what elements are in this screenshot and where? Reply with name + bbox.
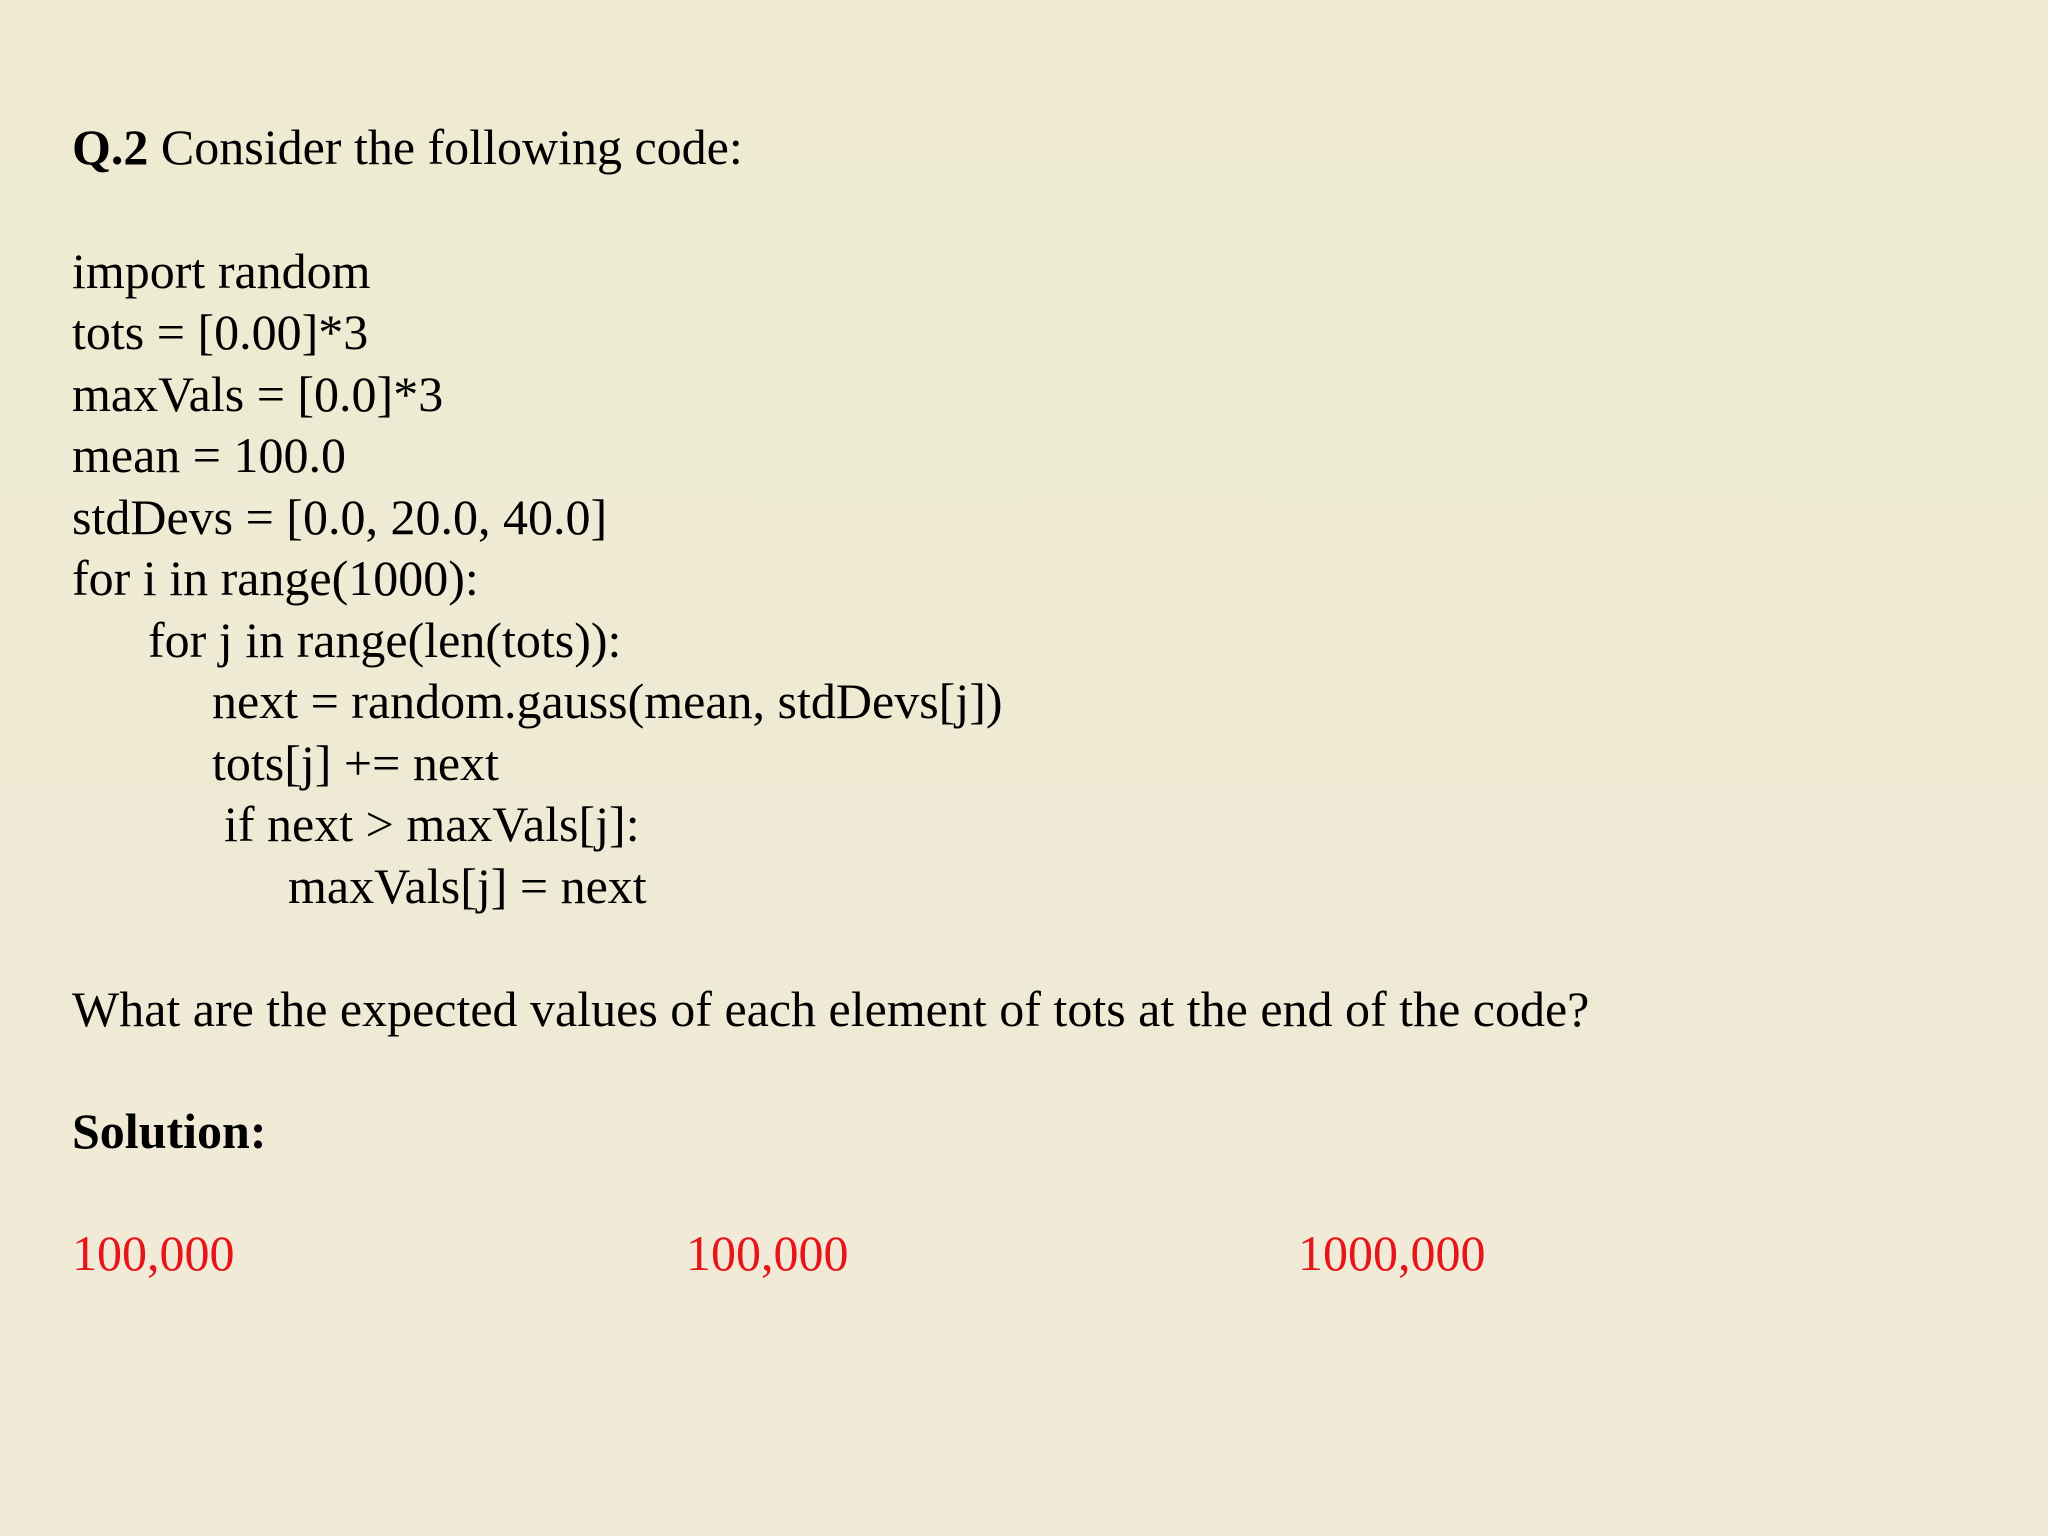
code-line-1: import random	[72, 243, 371, 299]
answer-3: 1000,000	[1298, 1225, 1486, 1281]
question-prompt: Consider the following code:	[148, 119, 743, 175]
code-line-8: next = random.gauss(mean, stdDevs[j])	[212, 673, 1003, 729]
question-heading	[72, 116, 743, 178]
code-line-10: if next > maxVals[j]:	[224, 796, 640, 852]
code-line-5: stdDevs = [0.0, 20.0, 40.0]	[72, 489, 608, 545]
code-line-11: maxVals[j] = next	[288, 858, 647, 914]
code-line-2: tots = [0.00]*3	[72, 304, 369, 360]
code-line-6: for i in range(1000):	[72, 550, 479, 606]
code-line-9: tots[j] += next	[212, 735, 499, 791]
question-number: Q.2	[72, 119, 149, 175]
code-line-4: mean = 100.0	[72, 427, 346, 483]
code-line-7: for j in range(len(tots)):	[148, 612, 622, 668]
code-line-3: maxVals = [0.0]*3	[72, 366, 444, 422]
answer-2: 100,000	[686, 1225, 849, 1281]
follow-up-question: What are the expected values of each element of tots at the end of the code?	[72, 981, 1590, 1037]
solution-label: Solution:	[72, 1103, 267, 1159]
answer-1: 100,000	[72, 1225, 235, 1281]
